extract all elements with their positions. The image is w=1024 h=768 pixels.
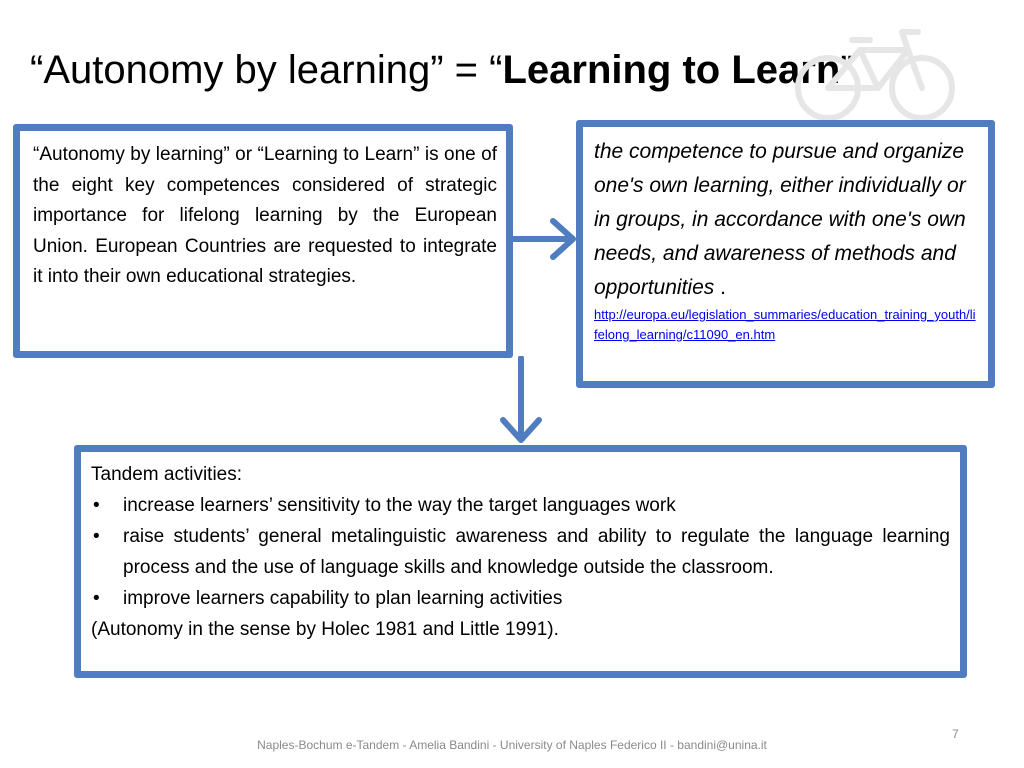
- tandem-bullet-list: [91, 490, 950, 614]
- list-item: [91, 490, 950, 521]
- bullet-icon: •: [93, 526, 100, 547]
- bullet-icon: •: [93, 588, 100, 609]
- title-part-2: Learning to Learn: [502, 48, 841, 92]
- right-box-text: [594, 135, 978, 305]
- page-number: 7: [952, 727, 959, 741]
- arrow-right-icon: [511, 215, 581, 265]
- left-box-text: “Autonomy by learning” or “Learning to Learn” is one of the eight key competences considered of strategic importance for lifelong learning by the European Union. European Countries are requested to integrate it into their own educational strategies.: [33, 144, 497, 288]
- slide-footer: Naples-Bochum e-Tandem - Amelia Bandini - University of Naples Federico II - bandini@unina.it: [257, 738, 767, 752]
- competence-definition: the competence to pursue and organize one's own learning, either individually or in groups, in accordance with one's own needs, and awareness of methods and opportunities: [594, 140, 966, 299]
- title-part-1: “Autonomy by learning” = “: [30, 48, 503, 92]
- bullet-text: increase learners’ sensitivity to the way the target languages work: [123, 495, 676, 516]
- bicycle-icon: [790, 22, 960, 122]
- tandem-activities-box: [74, 445, 967, 678]
- bullet-text: improve learners capability to plan learning activities: [123, 588, 563, 609]
- definition-box-right: [576, 120, 995, 388]
- title-part-3: ”: [840, 48, 854, 92]
- tandem-activities-text: [91, 459, 950, 645]
- arrow-down-icon: [497, 356, 547, 448]
- autonomy-citation: (Autonomy in the sense by Holec 1981 and Little 1991).: [91, 619, 559, 640]
- bullet-text: raise students’ general metalinguistic awareness and ability to regulate the language learning process and the use of language skills and knowledge outside the classroom.: [123, 526, 950, 578]
- source-link[interactable]: http://europa.eu/legislation_summaries/education_training_youth/lifelong_learning/c11090_en.htm: [594, 307, 976, 342]
- list-item: [91, 583, 950, 614]
- tandem-heading: Tandem activities:: [91, 464, 243, 485]
- definition-box-left: [13, 124, 513, 358]
- bullet-icon: •: [93, 495, 100, 516]
- definition-period: .: [714, 276, 726, 299]
- list-item: [91, 521, 950, 583]
